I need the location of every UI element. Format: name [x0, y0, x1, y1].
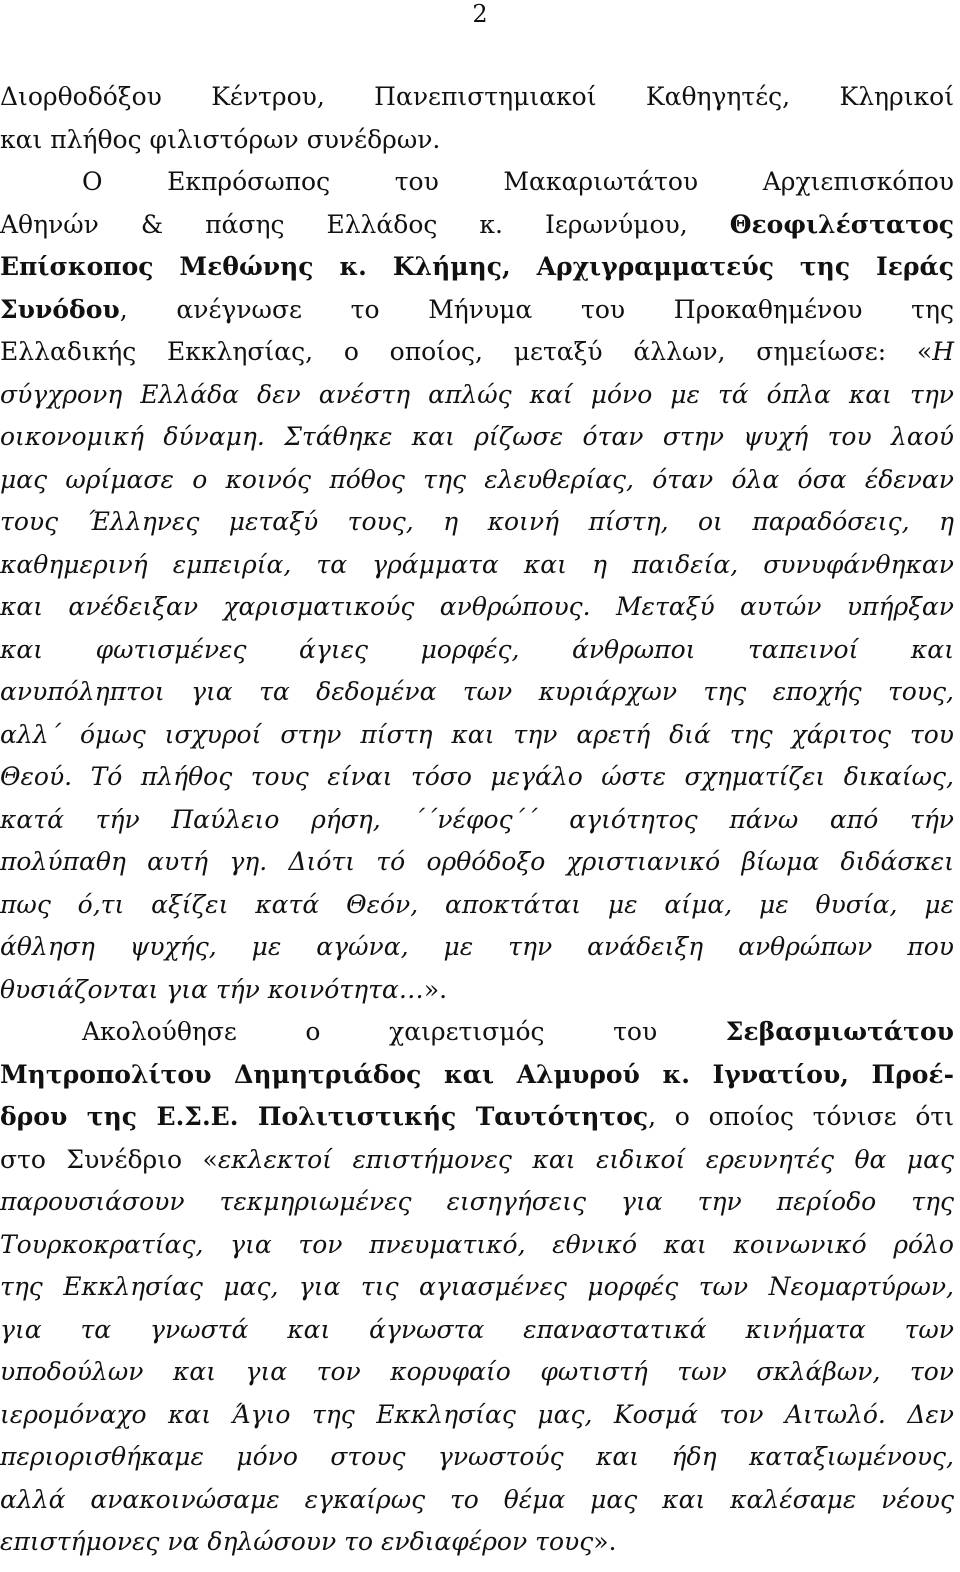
text-run: , ανέγνωσε το Μήνυμα του Προκαθημένου της	[119, 294, 954, 324]
text-line	[0, 884, 954, 927]
text-line	[0, 969, 954, 1012]
text-line	[0, 1096, 954, 1139]
text-line	[0, 544, 954, 587]
text-line	[0, 374, 954, 417]
text-line: Ο Εκπρόσωπος του Μακαριωτάτου Αρχιεπισκόπου	[82, 167, 954, 196]
italic-run: Στάθηκε και ρίζωσε όταν στην ψυχή του λαού	[264, 422, 954, 451]
text-run: ».	[593, 1527, 617, 1556]
text-line	[0, 714, 954, 757]
text-line	[0, 1436, 954, 1479]
text-line	[0, 1139, 954, 1182]
text-line	[0, 204, 954, 247]
bold-run: Σεβασμιωτάτου	[725, 1017, 954, 1046]
italic-run: υποδούλων και για τον κορυφαίο φωτιστή των σκλάβων, τον	[0, 1357, 954, 1386]
italic-run: σύγχρονη Ελλάδα δεν ανέστη απλώς καί μόνο με τά όπλα και την	[0, 379, 954, 409]
italic-run: μας ωρίμασε ο κοινός πόθος της ελευθερίας, όταν όλα όσα έδεναν	[0, 464, 954, 494]
paragraph-3	[0, 1011, 954, 1564]
document-body	[0, 76, 954, 1564]
italic-run: Διότι τό ορθόδοξο χριστιανικό βίωμα διδάσκει	[288, 847, 955, 876]
text-line	[0, 416, 954, 459]
text-line	[0, 331, 954, 374]
text-line	[0, 289, 954, 332]
italic-run: και φωτισμένες άγιες μορφές, άνθρωποι ταπεινοί και	[0, 634, 954, 664]
italic-run: περιορισθήκαμε μόνο στους γνωστούς και ήδη καταξιωμένους,	[0, 1442, 954, 1471]
italic-run: παρουσιάσουν τεκμηριωμένες εισηγήσεις για την περίοδο της	[0, 1187, 954, 1216]
text-line	[0, 1351, 954, 1394]
bold-run: Μητροπολίτου Δημητριάδος και Αλμυρού κ. Ιγνατίου, Προέ-	[0, 1059, 954, 1089]
text-line	[0, 1309, 954, 1352]
italic-run: τους Έλληνες μεταξύ τους, η κοινή πίστη, οι παραδόσεις, η	[0, 507, 954, 536]
italic-run: Τουρκοκρατίας, για τον πνευματικό, εθνικό και κοινωνικό ρόλο	[0, 1229, 954, 1259]
italic-run: ιερομόναχο και Άγιο της Εκκλησίας μας, Κοσμά τον Αιτωλό. Δεν	[0, 1399, 954, 1429]
text-line	[0, 629, 954, 672]
italic-run: άθληση ψυχής, με αγώνα, με την ανάδειξη ανθρώπων που	[0, 932, 954, 961]
text-line	[0, 926, 954, 969]
italic-run: Θεού. Τό πλήθος τους είναι τόσο μεγάλο ώστε σχηματίζει δικαίως,	[0, 762, 954, 791]
page-number: 2	[472, 0, 488, 28]
italic-run: Η	[932, 337, 954, 366]
italic-run: αλλά ανακοινώσαμε εγκαίρως το θέμα μας και καλέσαμε νέους	[0, 1484, 954, 1514]
text-run: στο Συνέδριο «	[0, 1144, 218, 1174]
bold-run: δρου της Ε.Σ.Ε. Πολιτιστικής Ταυτότητος	[0, 1102, 649, 1131]
text-line	[0, 1266, 954, 1309]
text-line: Διορθοδόξου Κέντρου, Πανεπιστημιακοί Καθηγητές, Κληρικοί	[0, 82, 954, 111]
italic-run: καθημερινή εμπειρία, τα γράμματα και η παιδεία, συνυφάνθηκαν	[0, 549, 954, 579]
text-line	[0, 586, 954, 629]
text-line	[0, 1181, 954, 1224]
text-run: Αθηνών & πάσης Ελλάδος κ. Ιερωνύμου,	[0, 209, 730, 239]
text-line	[0, 246, 954, 289]
text-line	[0, 841, 954, 884]
bold-run: Θεοφιλέστατος	[729, 209, 954, 239]
italic-run: για τα γνωστά και άγνωστα επαναστατικά κινήματα των	[0, 1314, 954, 1344]
italic-run: εκλεκτοί επιστήμονες και ειδικοί ερευνητές θα μας	[217, 1144, 954, 1174]
text-line	[0, 1479, 954, 1522]
italic-run: και ανέδειξαν χαρισματικούς ανθρώπους. Μεταξύ αυτών υπήρξαν	[0, 592, 954, 621]
text-line	[0, 459, 954, 502]
text-run: ».	[423, 974, 448, 1004]
text-line	[0, 756, 954, 799]
italic-run: θυσιάζονται για τήν κοινότητα…	[0, 974, 424, 1004]
text-line	[0, 1054, 954, 1097]
text-line	[0, 671, 954, 714]
italic-run: της Εκκλησίας μας, για τις αγιασμένες μορφές των Νεομαρτύρων,	[0, 1272, 954, 1301]
text-run: Ελλαδικής Εκκλησίας, ο οποίος, μεταξύ άλλων, σημείωσε: «	[0, 337, 933, 366]
text-line	[0, 799, 954, 842]
italic-run: οικονομική δύναμη.	[0, 422, 265, 451]
text-line	[0, 1394, 954, 1437]
text-run: Ακολούθησε ο χαιρετισμός του	[82, 1017, 726, 1046]
italic-run: επιστήμονες να δηλώσουν το ενδιαφέρον τους	[0, 1527, 594, 1556]
bold-run: Συνόδου	[0, 294, 120, 324]
paragraph-2	[0, 161, 954, 1011]
italic-run: πως ό,τι αξίζει κατά Θεόν, αποκτάται με αίμα, με θυσία, με	[0, 889, 954, 919]
italic-run: πολύπαθη αυτή γη.	[0, 847, 289, 876]
bold-run: Επίσκοπος Μεθώνης κ. Κλήμης, Αρχιγραμματεύς της Ιεράς	[0, 252, 954, 281]
italic-run: αλλ΄ όμως ισχυροί στην πίστη και την αρετή διά της χάριτος του	[0, 719, 954, 749]
text-run: , ο οποίος τόνισε ότι	[648, 1102, 954, 1131]
text-line	[0, 501, 954, 544]
text-line	[0, 1224, 954, 1267]
italic-run: ανυπόληπτοι για τα δεδομένα των κυριάρχων της εποχής τους,	[0, 677, 954, 706]
text-line: και πλήθος φιλιστόρων συνέδρων.	[0, 124, 441, 154]
text-line	[0, 1521, 954, 1564]
text-line	[0, 1011, 954, 1054]
paragraph-1	[0, 76, 954, 161]
italic-run: κατά τήν Παύλειο ρήση, ΄΄νέφος΄΄ αγιότητος πάνω από τήν	[0, 804, 954, 834]
